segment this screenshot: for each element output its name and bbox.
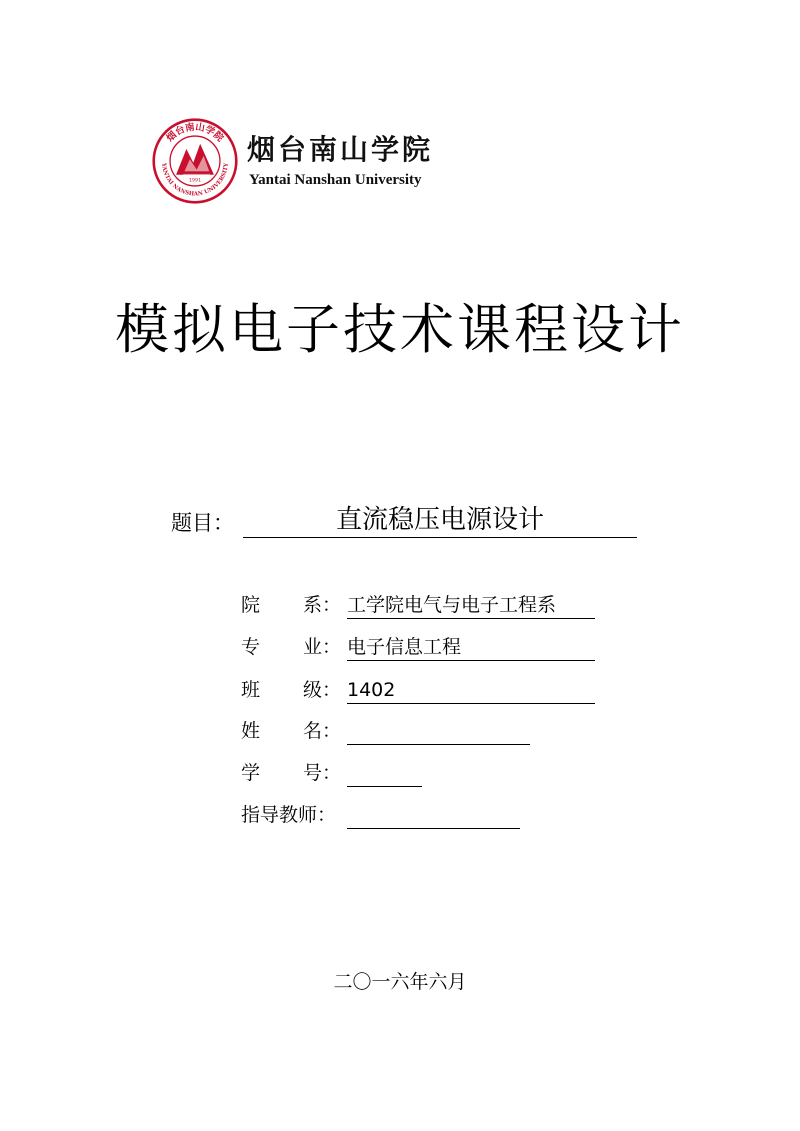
advisor-value — [347, 800, 520, 829]
topic-value: 直流稳压电源设计 — [243, 503, 637, 538]
topic-label: 题目： — [171, 511, 234, 535]
page-title: 模拟电子技术课程设计 — [115, 298, 685, 361]
university-seal-icon — [152, 118, 238, 204]
name-value — [347, 716, 530, 745]
department-value: 工学院电气与电子工程系 — [347, 590, 595, 619]
major-value: 电子信息工程 — [347, 632, 595, 661]
university-name-cn: 烟台南山学院 — [247, 133, 434, 166]
department-label: 院 系： — [241, 594, 342, 616]
university-logo — [152, 118, 238, 204]
date: 二〇一六年六月 — [333, 971, 467, 993]
seal-ring-text-bottom: YANTAI NANSHAN UNIVERSITY — [160, 162, 230, 198]
student-id-label: 学 号： — [241, 762, 342, 784]
student-id-value — [347, 758, 422, 787]
class-value: 1402 — [347, 675, 595, 704]
major-label: 专 业： — [241, 636, 342, 658]
class-label: 班 级： — [241, 679, 342, 701]
name-label: 姓 名： — [241, 720, 342, 742]
seal-year: 1991 — [188, 178, 202, 184]
seal-ring-text-top: 烟台南山学院 — [164, 121, 226, 145]
advisor-label: 指导教师： — [241, 804, 337, 826]
university-name-en: Yantai Nanshan University — [249, 172, 422, 188]
